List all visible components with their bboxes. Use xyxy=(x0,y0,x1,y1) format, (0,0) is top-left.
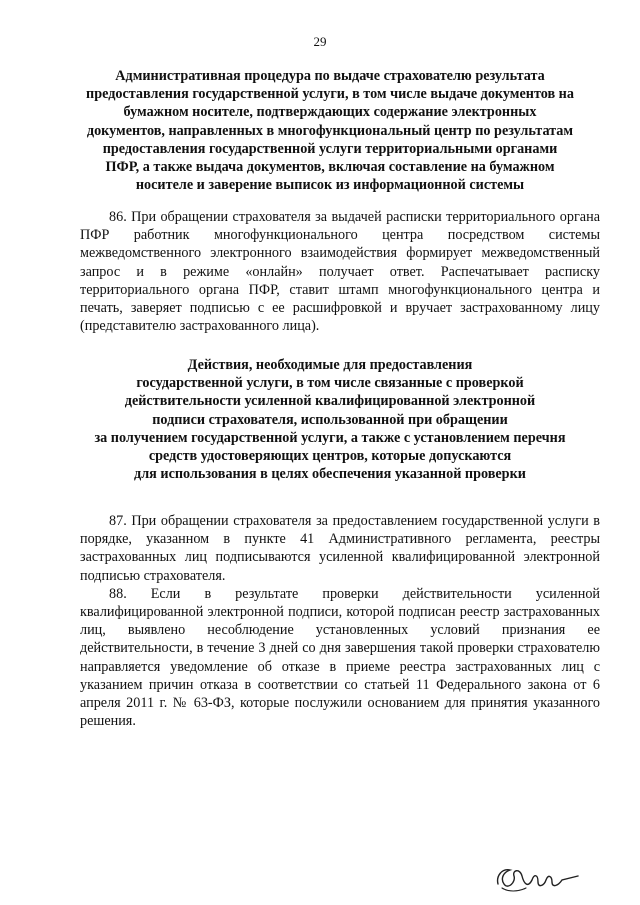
heading-line: бумажном носителе, подтверждающих содержание электронных xyxy=(123,104,537,121)
heading-line: для использования в целях обеспечения указанной проверки xyxy=(134,466,526,483)
heading-line: государственной услуги, в том числе связанные с проверкой xyxy=(136,375,524,392)
section-heading-signature-check xyxy=(60,356,600,483)
paragraph-86: 86. При обращении страхователя за выдачей расписки территориального органа ПФР работник многофункционального центра посредством системы межведомственного электронного взаимодействия формирует межведомственный запрос и в режиме «онлайн» получает ответ. Распечатывает расписку территориального органа ПФР, ставит штамп многофункционального центра и печать, заверяет подписью с ее расшифровкой и вручает застрахованному лицу (представителю застрахованного лица). xyxy=(80,209,600,335)
heading-line: Действия, необходимые для предоставления xyxy=(187,357,473,373)
paragraph-88: 88. Если в результате проверки действительности усиленной квалифицированной электронной подписи, которой подписан реестр застрахованных лиц, выявлено несоблюдение установленных условий признания ее действительности, в течение 3 дней со дня завершения такой проверки страхователю направляется уведомление об отказе в приеме реестра застрахованных лиц с указанием причин отказа в соответствии со статьей 11 Федерального закона от 6 апреля 2011 г. № 63-ФЗ, которые послужили основанием для принятия указанного решения. xyxy=(80,585,600,730)
handwritten-signature xyxy=(488,858,583,898)
heading-line: средств удостоверяющих центров, которые допускаются xyxy=(148,448,512,465)
heading-line: ПФР, а также выдача документов, включая составление на бумажном xyxy=(105,159,555,176)
paragraph-87: 87. При обращении страхователя за предоставлением государственной услуги в порядке, указанном в пункте 41 Административного регламента, реестры застрахованных лиц подписываются усиленной квалифицированной электронной подписью страхователя. xyxy=(80,513,600,584)
heading-line: действительности усиленной квалифицированной электронной xyxy=(124,393,536,410)
paragraph-86-block xyxy=(80,208,600,335)
heading-line: предоставления государственной услуги, в том числе выдаче документов на xyxy=(86,86,574,103)
heading-line: за получением государственной услуги, а также с установлением перечня xyxy=(94,429,566,446)
heading-line: носителе и заверение выписок из информационной системы xyxy=(135,177,525,194)
page-number: 29 xyxy=(313,34,327,49)
heading-line: подписи страхователя, использованной при обращении xyxy=(152,411,508,428)
heading-line: Административная процедура по выдаче страхователю результата xyxy=(115,68,545,84)
heading-line: документов, направленных в многофункциональный центр по результатам xyxy=(86,122,574,139)
section-heading-issuance xyxy=(60,67,600,194)
heading-line: предоставления государственной услуги территориальными органами xyxy=(102,140,558,157)
paragraphs-87-88-block xyxy=(80,512,600,730)
